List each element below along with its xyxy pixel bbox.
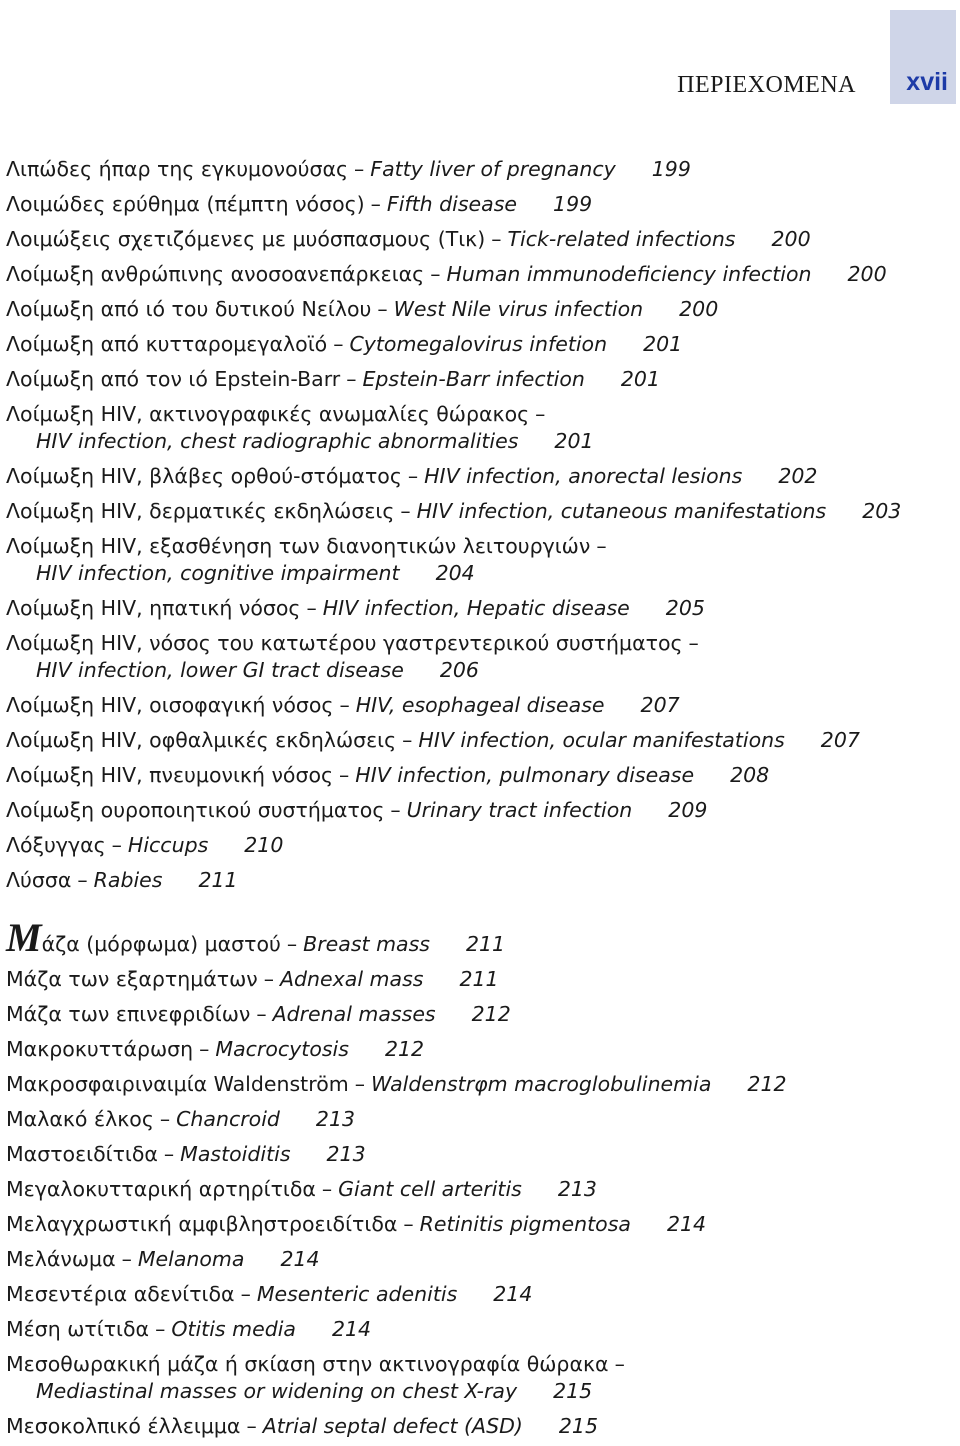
entry-page-number: 213 bbox=[557, 1177, 597, 1201]
entry-greek-term: Λοίμωξη HIV, οφθαλμικές εκδηλώσεις bbox=[6, 728, 397, 752]
entry-page-number: 206 bbox=[439, 658, 479, 682]
index-entry bbox=[6, 758, 956, 793]
entry-english-term: Adnexal mass bbox=[280, 967, 424, 991]
entry-dash: – bbox=[121, 1247, 132, 1271]
entry-greek-term: Λοιμώξεις σχετιζόμενες με μυόσπασμους (Τικ) bbox=[6, 227, 486, 251]
entry-dash: – bbox=[240, 1282, 251, 1306]
entry-english-term: HIV, esophageal disease bbox=[355, 693, 605, 717]
entry-dash: – bbox=[535, 402, 546, 426]
entry-english-term: West Nile virus infection bbox=[393, 297, 644, 321]
index-entry bbox=[6, 257, 956, 292]
entry-greek-term: Μελάνωμα bbox=[6, 1247, 116, 1271]
index-entry bbox=[6, 1032, 956, 1067]
entry-greek-term: Μαλακό έλκος bbox=[6, 1107, 154, 1131]
entry-page-number: 209 bbox=[668, 798, 708, 822]
index-entry bbox=[6, 793, 956, 828]
entry-dash: – bbox=[286, 932, 298, 956]
entry-english-term: Mesenteric adenitis bbox=[256, 1282, 458, 1306]
section-initial: Μ bbox=[6, 915, 42, 960]
entry-english-term: Tick-related infections bbox=[507, 227, 736, 251]
entry-page-number: 214 bbox=[280, 1247, 320, 1271]
entry-dash: – bbox=[354, 1072, 365, 1096]
entry-dash: – bbox=[321, 1177, 333, 1201]
entry-greek-term: Λοίμωξη HIV, οισοφαγική νόσος bbox=[6, 693, 334, 717]
entry-dash: – bbox=[614, 1352, 625, 1376]
entry-english-term: Urinary tract infection bbox=[406, 798, 633, 822]
index-entry bbox=[6, 1137, 956, 1172]
entry-greek-term: Λοίμωξη HIV, βλάβες ορθού-στόματος bbox=[6, 464, 402, 488]
entry-english-term: Waldenstrφm macroglobulinemia bbox=[370, 1072, 712, 1096]
index-entry bbox=[6, 529, 956, 591]
index-entry bbox=[6, 1312, 956, 1347]
index-entry bbox=[6, 1067, 956, 1102]
index-entry bbox=[6, 1277, 956, 1312]
entry-english-term: Fatty liver of pregnancy bbox=[370, 157, 616, 181]
index-entry bbox=[6, 1207, 956, 1242]
entry-english-term: Fifth disease bbox=[386, 192, 518, 216]
index-entry bbox=[6, 222, 956, 257]
entry-greek-term: Μέση ωτίτιδα bbox=[6, 1317, 150, 1341]
entry-english-term: Melanoma bbox=[137, 1247, 245, 1271]
entry-page-number: 211 bbox=[459, 967, 499, 991]
index-entry bbox=[6, 494, 956, 529]
entry-page-number: 212 bbox=[471, 1002, 511, 1026]
page-number: xvii bbox=[906, 68, 948, 96]
entry-page-number: 205 bbox=[665, 596, 705, 620]
index-entry bbox=[6, 591, 956, 626]
entry-greek-term: Μακροσφαιριναιμία Waldenström bbox=[6, 1072, 349, 1096]
entry-page-number: 213 bbox=[326, 1142, 366, 1166]
entry-page-number: 201 bbox=[554, 429, 594, 453]
entry-english-term: HIV infection, ocular manifestations bbox=[418, 728, 785, 752]
entry-greek-term: Λοίμωξη από ιό του δυτικού Νείλου bbox=[6, 297, 372, 321]
index-entry bbox=[6, 997, 956, 1032]
entry-dash: – bbox=[370, 192, 381, 216]
entry-english-term: HIV infection, lower GI tract disease bbox=[36, 658, 404, 682]
index-entry bbox=[6, 1409, 956, 1444]
entry-page-number: 200 bbox=[771, 227, 811, 251]
entry-page-number: 214 bbox=[331, 1317, 372, 1341]
entry-greek-term: Μελαγχρωστική αμφιβληστροειδίτιδα bbox=[6, 1212, 398, 1236]
entry-page-number: 202 bbox=[778, 464, 818, 488]
index-entry bbox=[6, 1242, 956, 1277]
index-entry bbox=[6, 626, 956, 688]
entry-dash: – bbox=[403, 1212, 414, 1236]
entry-dash: – bbox=[688, 631, 699, 655]
index-entries bbox=[6, 152, 956, 1444]
entry-page-number: 200 bbox=[679, 297, 719, 321]
entry-english-term: Mediastinal masses or widening on chest X-ray bbox=[36, 1379, 518, 1403]
page-header bbox=[0, 0, 960, 110]
entry-english-term: Mastoiditis bbox=[180, 1142, 291, 1166]
entry-dash: – bbox=[159, 1107, 171, 1131]
entry-english-term: Atrial septal defect (ASD) bbox=[262, 1414, 523, 1438]
entry-english-term: Epstein-Barr infection bbox=[362, 367, 585, 391]
entry-greek-term: Λοίμωξη ανθρώπινης ανοσοανεπάρκειας bbox=[6, 262, 425, 286]
entry-english-term: Chancroid bbox=[176, 1107, 280, 1131]
entry-greek-term: Μάζα των επινεφριδίων bbox=[6, 1002, 251, 1026]
index-entry bbox=[6, 915, 956, 962]
entry-greek-term: Λοίμωξη HIV, πνευμονική νόσος bbox=[6, 763, 334, 787]
entry-english-term: Giant cell arteritis bbox=[338, 1177, 522, 1201]
entry-greek-term: Μεσεντέρια αδενίτιδα bbox=[6, 1282, 235, 1306]
entry-dash: – bbox=[155, 1317, 166, 1341]
entry-page-number: 215 bbox=[558, 1414, 599, 1438]
entry-dash: – bbox=[430, 262, 441, 286]
entry-page-number: 203 bbox=[862, 499, 902, 523]
entry-page-number: 211 bbox=[198, 868, 238, 892]
entry-greek-term: Λοίμωξη ουροποιητικού συστήματος bbox=[6, 798, 385, 822]
entry-greek-term: Λόξυγγας bbox=[6, 833, 106, 857]
entry-dash: – bbox=[77, 868, 88, 892]
index-entry bbox=[6, 459, 956, 494]
entry-greek-term: άζα (μόρφωμα) μαστού bbox=[41, 932, 281, 956]
index-entry bbox=[6, 962, 956, 997]
entry-dash: – bbox=[407, 464, 419, 488]
entry-page-number: 213 bbox=[315, 1107, 356, 1131]
entry-page-number: 199 bbox=[553, 192, 593, 216]
entry-english-term: Rabies bbox=[93, 868, 163, 892]
entry-greek-term: Λοίμωξη HIV, ακτινογραφικές ανωμαλίες θώρακος bbox=[6, 402, 530, 426]
entry-dash: – bbox=[246, 1414, 257, 1438]
entry-dash: – bbox=[339, 693, 350, 717]
entry-dash: – bbox=[400, 499, 411, 523]
entry-greek-term: Λύσσα bbox=[6, 868, 72, 892]
index-entry bbox=[6, 688, 956, 723]
entry-english-term: HIV infection, anorectal lesions bbox=[424, 464, 743, 488]
index-entry bbox=[6, 1102, 956, 1137]
entry-greek-term: Λοίμωξη HIV, ηπατική νόσος bbox=[6, 596, 301, 620]
entry-page-number: 214 bbox=[666, 1212, 707, 1236]
entry-dash: – bbox=[111, 833, 122, 857]
entry-dash: – bbox=[333, 332, 344, 356]
entry-greek-term: Μεσοθωρακική μάζα ή σκίαση στην ακτινογραφία θώρακα bbox=[6, 1352, 609, 1376]
entry-page-number: 201 bbox=[620, 367, 661, 391]
entry-dash: – bbox=[596, 534, 607, 558]
index-entry bbox=[6, 152, 956, 187]
index-entry bbox=[6, 327, 956, 362]
entry-dash: – bbox=[306, 596, 317, 620]
entry-page-number: 199 bbox=[651, 157, 691, 181]
entry-greek-term: Μάζα των εξαρτημάτων bbox=[6, 967, 258, 991]
entry-page-number: 211 bbox=[465, 932, 506, 956]
entry-page-number: 212 bbox=[747, 1072, 787, 1096]
entry-english-term: Otitis media bbox=[171, 1317, 296, 1341]
entry-greek-term: Μαστοειδίτιδα bbox=[6, 1142, 158, 1166]
entry-dash: – bbox=[402, 728, 413, 752]
entry-greek-term: Μεσοκολπικό έλλειμμα bbox=[6, 1414, 241, 1438]
entry-dash: – bbox=[491, 227, 502, 251]
entry-dash: – bbox=[354, 157, 365, 181]
entry-english-term: Human immunodeficiency infection bbox=[446, 262, 812, 286]
section-gap bbox=[6, 898, 956, 920]
entry-page-number: 212 bbox=[384, 1037, 425, 1061]
entry-page-number: 215 bbox=[553, 1379, 593, 1403]
entry-page-number: 201 bbox=[643, 332, 683, 356]
entry-dash: – bbox=[256, 1002, 267, 1026]
header-title: ΠΕΡΙΕΧΟΜΕΝΑ bbox=[677, 72, 856, 98]
entry-greek-term: Λοίμωξη από κυτταρομεγαλοϊό bbox=[6, 332, 328, 356]
index-entry bbox=[6, 362, 956, 397]
entry-page-number: 200 bbox=[847, 262, 887, 286]
entry-page-number: 204 bbox=[435, 561, 475, 585]
index-entry bbox=[6, 1172, 956, 1207]
entry-greek-term: Λοίμωξη HIV, δερματικές εκδηλώσεις bbox=[6, 499, 395, 523]
index-entry bbox=[6, 863, 956, 898]
entry-english-term: Macrocytosis bbox=[215, 1037, 349, 1061]
entry-greek-term: Λοιμώδες ερύθημα (πέμπτη νόσος) bbox=[6, 192, 365, 216]
entry-page-number: 207 bbox=[820, 728, 860, 752]
entry-dash: – bbox=[390, 798, 401, 822]
entry-page-number: 214 bbox=[493, 1282, 533, 1306]
entry-dash: – bbox=[199, 1037, 210, 1061]
entry-english-term: Retinitis pigmentosa bbox=[419, 1212, 631, 1236]
entry-page-number: 210 bbox=[244, 833, 284, 857]
entry-english-term: HIV infection, pulmonary disease bbox=[355, 763, 695, 787]
index-entry bbox=[6, 292, 956, 327]
entry-english-term: Breast mass bbox=[303, 932, 430, 956]
entry-english-term: HIV infection, Hepatic disease bbox=[322, 596, 630, 620]
entry-dash: – bbox=[163, 1142, 175, 1166]
entry-english-term: Adrenal masses bbox=[272, 1002, 436, 1026]
index-entry bbox=[6, 397, 956, 459]
index-entry bbox=[6, 723, 956, 758]
entry-english-term: Cytomegalovirus infetion bbox=[349, 332, 608, 356]
entry-dash: – bbox=[339, 763, 350, 787]
entry-page-number: 208 bbox=[730, 763, 770, 787]
entry-english-term: HIV infection, chest radiographic abnormalities bbox=[36, 429, 519, 453]
entry-english-term: HIV infection, cognitive impairment bbox=[36, 561, 400, 585]
entry-english-term: Hiccups bbox=[127, 833, 209, 857]
entry-greek-term: Λοίμωξη HIV, νόσος του κατωτέρου γαστρεντερικού συστήματος bbox=[6, 631, 683, 655]
entry-greek-term: Λοίμωξη από τον ιό Epstein-Barr bbox=[6, 367, 341, 391]
entry-dash: – bbox=[346, 367, 357, 391]
entry-page-number: 207 bbox=[640, 693, 680, 717]
index-entry bbox=[6, 828, 956, 863]
entry-english-term: HIV infection, cutaneous manifestations bbox=[416, 499, 827, 523]
entry-greek-term: Λιπώδες ήπαρ της εγκυμονούσας bbox=[6, 157, 349, 181]
entry-dash: – bbox=[377, 297, 388, 321]
entry-greek-term: Μεγαλοκυτταρική αρτηρίτιδα bbox=[6, 1177, 316, 1201]
index-entry bbox=[6, 187, 956, 222]
index-entry bbox=[6, 1347, 956, 1409]
entry-greek-term: Μακροκυττάρωση bbox=[6, 1037, 194, 1061]
entry-greek-term: Λοίμωξη HIV, εξασθένηση των διανοητικών λειτουργιών bbox=[6, 534, 591, 558]
entry-dash: – bbox=[263, 967, 274, 991]
